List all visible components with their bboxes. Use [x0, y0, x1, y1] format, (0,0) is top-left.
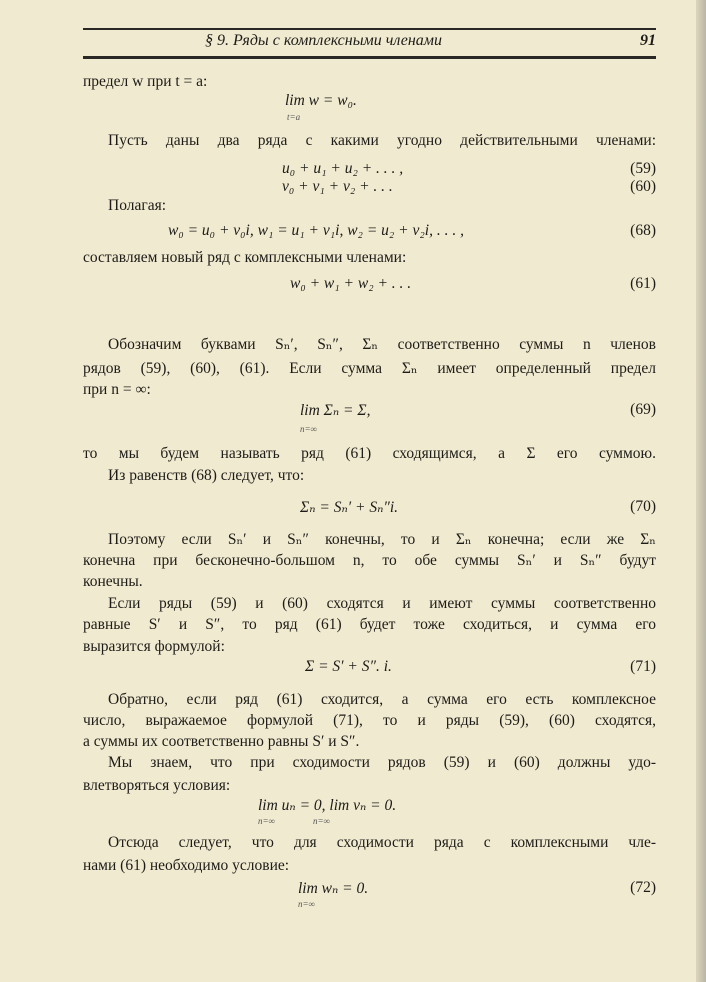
text-line: а суммы их соответственно равны S′ и S″.: [83, 733, 360, 750]
text-line: предел w при t = a:: [83, 73, 208, 90]
text-line: Обратно, если ряд (61) сходится, а сумма его есть комплексное: [108, 691, 656, 708]
equation-69: lim Σₙ = Σ,: [300, 402, 371, 419]
equation-70: Σₙ = Sₙ′ + Sₙ″i.: [300, 499, 399, 516]
header-rule-top: [83, 28, 656, 30]
text-line: Пусть даны два ряда с какими угодно действительными членами:: [108, 132, 656, 149]
text-line: конечны.: [83, 573, 143, 590]
equation: lim w = w₀.: [285, 92, 357, 109]
equation-72: lim wₙ = 0.: [298, 880, 369, 897]
equation-limits: lim uₙ = 0, lim vₙ = 0.: [258, 797, 397, 814]
equation-number: (71): [630, 658, 656, 675]
text-line: рядов (59), (60), (61). Если сумма Σₙ имеет определенный предел: [83, 360, 656, 377]
text-line: выразится формулой:: [83, 638, 225, 655]
page-number: 91: [640, 32, 656, 49]
equation-59: u₀ + u₁ + u₂ + . . . ,: [282, 160, 404, 177]
equation-number: (59): [630, 160, 656, 177]
text-line: конечна при бесконечно-большом n, то обе суммы Sₙ′ и Sₙ″ будут: [83, 552, 656, 569]
text-line: то мы будем называть ряд (61) сходящимся, а Σ его суммою.: [83, 445, 656, 462]
limit-subscript: n=∞: [298, 899, 315, 909]
equation-68: w₀ = u₀ + v₀i, w₁ = u₁ + v₁i, w₂ = u₂ + v₂i, . . . ,: [168, 222, 464, 239]
header-rule-bottom: [83, 56, 656, 59]
text-line: Полагая:: [108, 197, 167, 214]
text-line: равные S′ и S″, то ряд (61) будет тоже сходиться, и сумма его: [83, 616, 656, 633]
text-line: Обозначим буквами Sₙ′, Sₙ″, Σₙ соответственно суммы n членов: [108, 336, 656, 353]
equation-number: (60): [630, 178, 656, 195]
limit-subscript: n=∞: [300, 424, 317, 434]
equation-number: (68): [630, 222, 656, 239]
text-line: Мы знаем, что при сходимости рядов (59) и (60) должны удо-: [108, 754, 656, 771]
equation-number: (72): [630, 879, 656, 896]
text-line: Отсюда следует, что для сходимости ряда с комплексными чле-: [108, 834, 656, 851]
equation-61: w₀ + w₁ + w₂ + . . .: [290, 275, 412, 292]
text-line: составляем новый ряд с комплексными членами:: [83, 249, 407, 266]
equation-60: v₀ + v₁ + v₂ + . . .: [282, 178, 393, 195]
limit-subscript: t=a: [287, 112, 301, 122]
equation-number: (61): [630, 275, 656, 292]
limit-subscript: n=∞: [313, 816, 330, 826]
text-line: Если ряды (59) и (60) сходятся и имеют суммы соответственно: [108, 595, 656, 612]
text-line: Поэтому если Sₙ′ и Sₙ″ конечны, то и Σₙ конечна; если же Σₙ: [108, 531, 656, 548]
equation-71: Σ = S′ + S″. i.: [305, 658, 392, 675]
running-header-title: § 9. Ряды с комплексными членами: [205, 32, 443, 49]
text-line: при n = ∞:: [83, 381, 151, 398]
page-edge: [696, 0, 706, 982]
text-line: Из равенств (68) следует, что:: [108, 467, 305, 484]
text-line: число, выражаемое формулой (71), то и ряды (59), (60) сходятся,: [83, 712, 656, 729]
text-line: нами (61) необходимо условие:: [83, 857, 290, 874]
limit-subscript: n=∞: [258, 816, 275, 826]
text-line: влетворяться условия:: [83, 777, 231, 794]
equation-number: (69): [630, 401, 656, 418]
equation-number: (70): [630, 498, 656, 515]
